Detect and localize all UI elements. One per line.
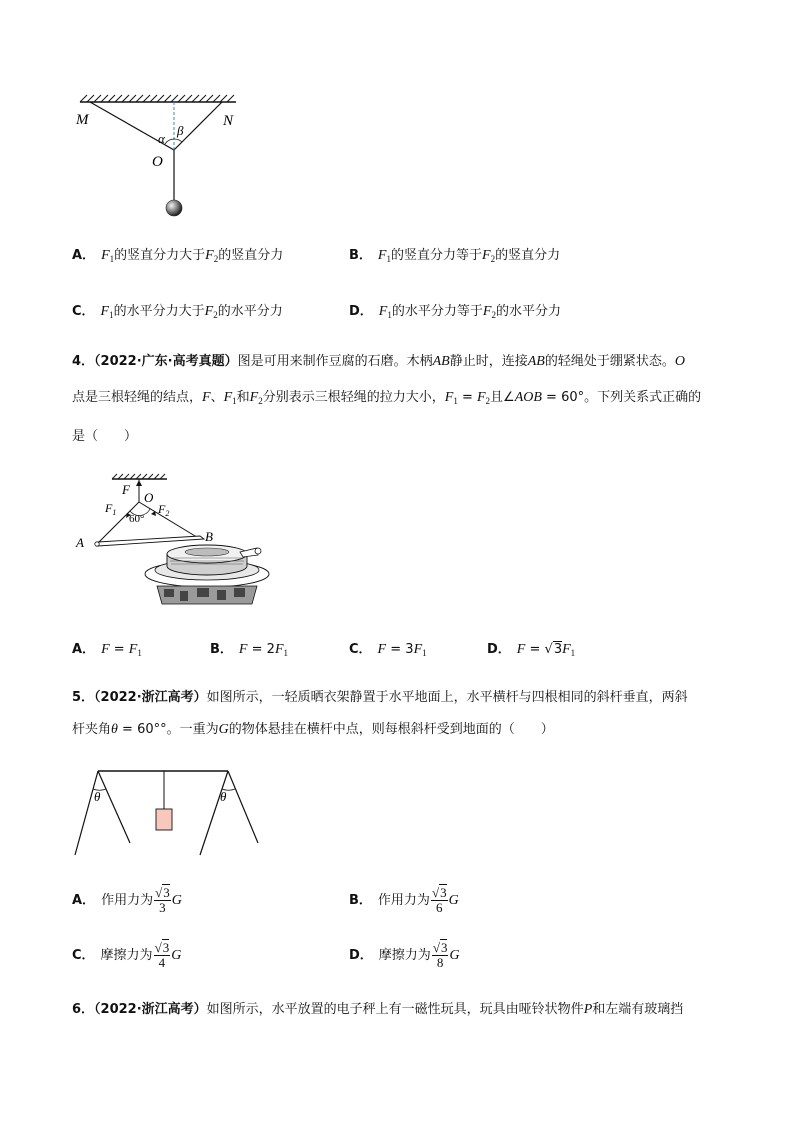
q5-stem — [72, 682, 732, 746]
fig4-label-b: B — [205, 529, 213, 544]
q6-stem — [72, 992, 732, 1028]
label-beta: β — [177, 123, 184, 138]
fig4-label-f: F — [122, 482, 130, 497]
q3-option-c[interactable]: C． $F_1$的水平分力大于$F_2$的水平分力 — [72, 304, 283, 320]
q6-line1: 6．（2022·浙江高考）如图所示，水平放置的电子秤上有一磁性玩具，玩具由哑铃状物件P和左端有玻璃挡 — [72, 1002, 684, 1017]
label-n: N — [223, 113, 234, 129]
q5-option-b[interactable]: B． 作用力为 $\frac{√3}{6}$ G — [349, 885, 459, 915]
q3-option-d[interactable]: D． $F_1$的水平分力等于$F_2$的水平分力 — [349, 304, 561, 320]
q3-option-a[interactable]: A． $F_1$的竖直分力大于$F_2$的竖直分力 — [72, 248, 284, 264]
theta-right: θ — [220, 789, 227, 804]
q3-figure — [70, 92, 245, 222]
fig4-label-o: O — [144, 490, 154, 505]
fig4-label-f1: $F_1$ — [105, 501, 117, 517]
q5-option-d[interactable]: D． 摩擦力为 $\frac{√3}{8}$ G — [349, 940, 460, 970]
theta-left: θ — [94, 789, 101, 804]
q5-line1: 5．（2022·浙江高考）如图所示，一轻质晒衣架静置于水平地面上，水平横杆与四根相同的斜杆垂直，两斜 — [72, 690, 688, 705]
q4-figure — [72, 472, 272, 607]
q5-line2: 杆夹角θ = 60°°。一重为G的物体悬挂在横杆中点，则每根斜杆受到地面的（ ） — [72, 722, 554, 737]
q3-option-b[interactable]: B． $F_1$的竖直分力等于$F_2$的竖直分力 — [349, 248, 561, 264]
label-m: M — [76, 112, 89, 128]
label-alpha: α — [158, 131, 165, 146]
hanging-weight — [156, 809, 172, 830]
q5-figure — [70, 765, 265, 860]
q4-line2: 点是三根轻绳的结点，F、$F_1$和$F_2$分别表示三根轻绳的拉力大小，$F_1 = F_2$且∠AOB = 60°。下列关系式正确的 — [72, 390, 702, 406]
q4-option-c[interactable]: C． $F = 3F_1$ — [349, 642, 427, 658]
fig4-label-angle: 60° — [129, 513, 145, 525]
fig4-label-a: A — [76, 535, 84, 550]
q4-option-a[interactable]: A． $F = F_1$ — [72, 642, 142, 658]
q4-option-b[interactable]: B． $F = 2F_1$ — [210, 642, 288, 658]
q4-stem — [72, 344, 732, 455]
q4-line1: 4．（2022·广东·高考真题）图是可用来制作豆腐的石磨。木柄AB静止时，连接AB的轻绳处于绷紧状态。O — [72, 354, 685, 369]
ball — [166, 200, 182, 216]
q5-option-a[interactable]: A． 作用力为 $\frac{√3}{3}$ G — [72, 885, 182, 915]
q4-line3: 是（ ） — [72, 429, 138, 444]
label-o: O — [152, 154, 163, 170]
q5-option-c[interactable]: C． 摩擦力为 $\frac{√3}{4}$ G — [72, 940, 182, 970]
q4-option-d[interactable]: D． $F = √3F_1$ — [487, 642, 576, 658]
fig4-label-f2: $F_2$ — [158, 502, 170, 518]
